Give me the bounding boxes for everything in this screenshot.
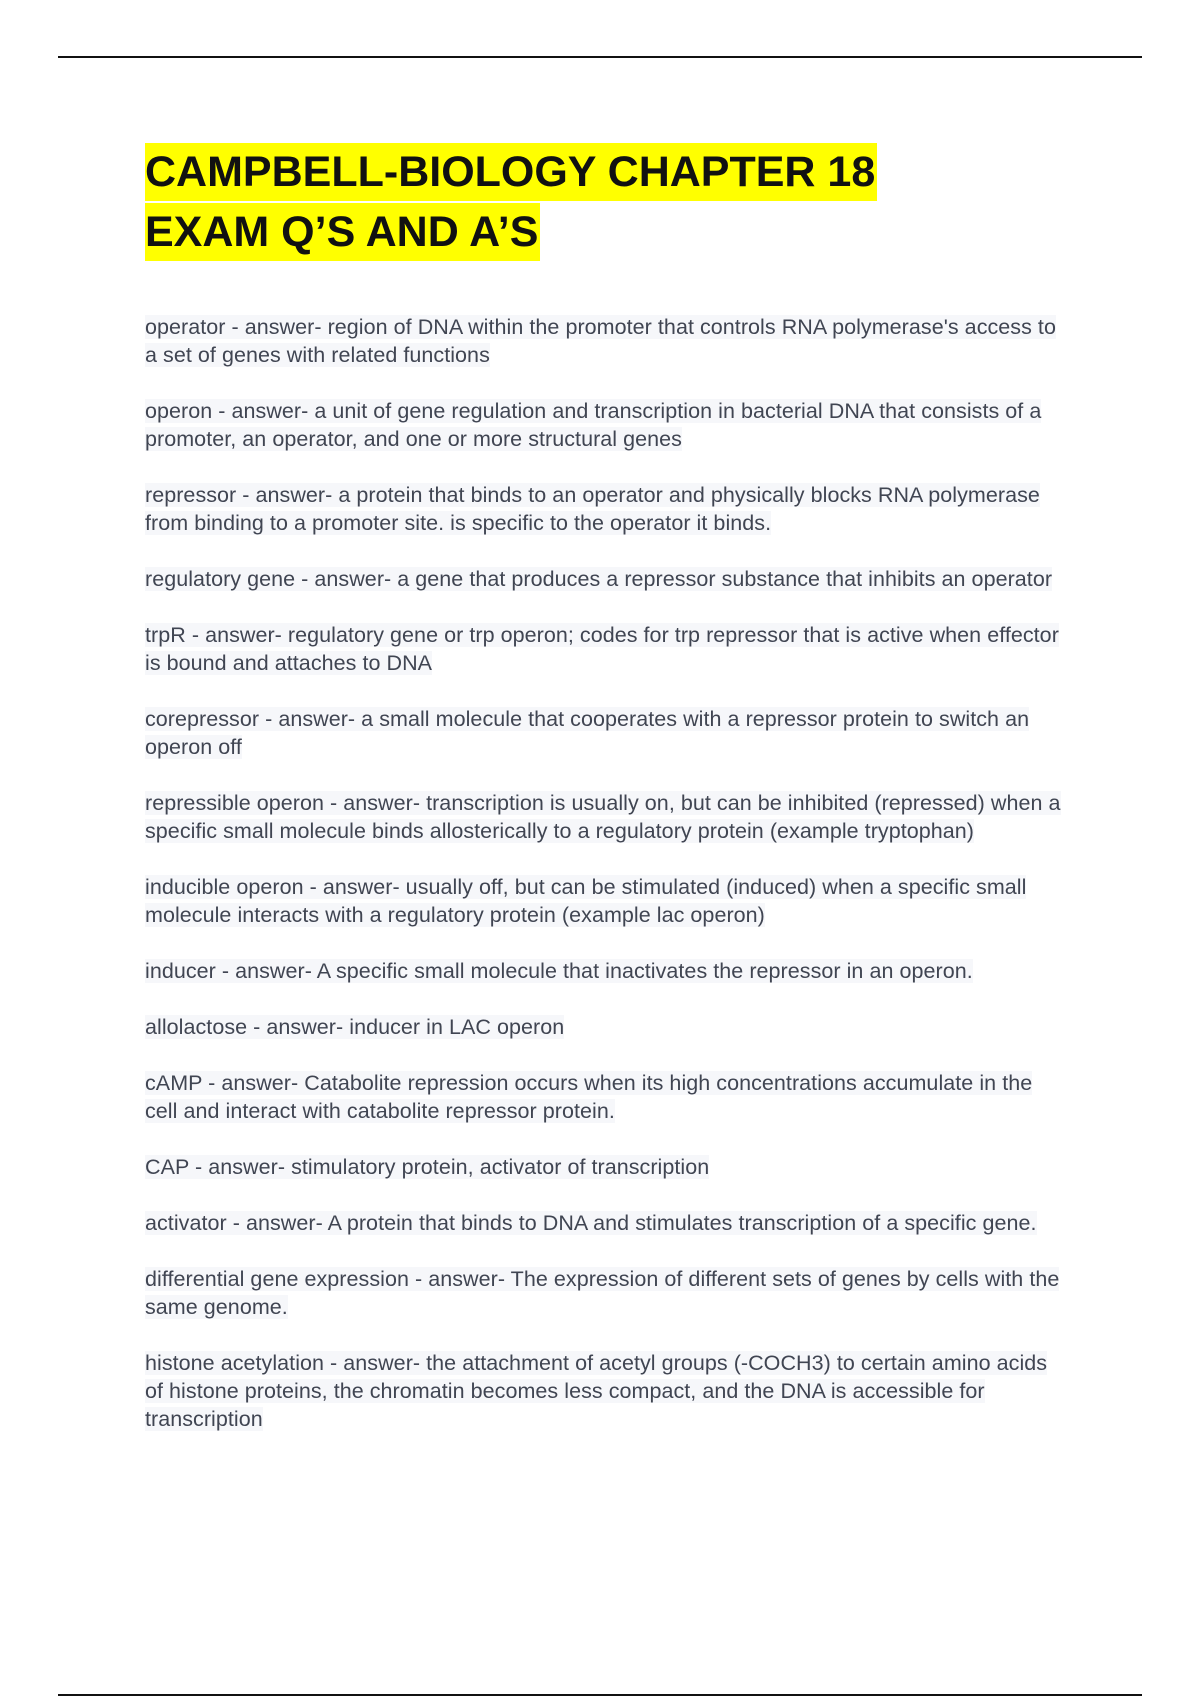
qa-entry-text: inducer - answer- A specific small molecule that inactivates the repressor in an operon. xyxy=(145,959,973,983)
qa-entry-text: histone acetylation - answer- the attachment of acetyl groups (-COCH3) to certain amino acids of histone proteins, the chromatin becomes less compact, and the DNA is accessible for transcription xyxy=(145,1351,1048,1431)
top-rule xyxy=(58,56,1142,58)
qa-entry-text: trpR - answer- regulatory gene or trp operon; codes for trp repressor that is active when effector is bound and attaches to DNA xyxy=(145,623,1059,675)
qa-entry-differential-gene-expression xyxy=(145,1265,1065,1321)
qa-entry-trpr xyxy=(145,621,1065,677)
qa-entry-text: repressor - answer- a protein that binds to an operator and physically blocks RNA polymerase from binding to a promoter site. is specific to the operator it binds. xyxy=(145,483,1040,535)
qa-entry-text: repressible operon - answer- transcription is usually on, but can be inhibited (repressed) when a specific small molecule binds allosterically to a regulatory protein (example tryptophan) xyxy=(145,791,1061,843)
qa-entry-text: CAP - answer- stimulatory protein, activator of transcription xyxy=(145,1155,710,1179)
qa-entry-histone-acetylation xyxy=(145,1349,1065,1433)
qa-entry-corepressor xyxy=(145,705,1065,761)
qa-entry-text: corepressor - answer- a small molecule that cooperates with a repressor protein to switch an operon off xyxy=(145,707,1030,759)
bottom-rule xyxy=(58,1694,1142,1696)
qa-entry-camp xyxy=(145,1069,1065,1125)
qa-entry-inducer xyxy=(145,957,1065,985)
qa-entry-allolactose xyxy=(145,1013,1065,1041)
qa-entry-repressible-operon xyxy=(145,789,1065,845)
qa-entry-text: activator - answer- A protein that binds to DNA and stimulates transcription of a specific gene. xyxy=(145,1211,1037,1235)
qa-entry-text: regulatory gene - answer- a gene that produces a repressor substance that inhibits an operator xyxy=(145,567,1053,591)
qa-entry-text: cAMP - answer- Catabolite repression occurs when its high concentrations accumulate in the cell and interact with catabolite repressor protein. xyxy=(145,1071,1033,1123)
document-title xyxy=(145,143,1105,263)
qa-entry-text: operon - answer- a unit of gene regulation and transcription in bacterial DNA that consists of a promoter, an operator, and one or more structural genes xyxy=(145,399,1042,451)
qa-entry-text: differential gene expression - answer- The expression of different sets of genes by cells with the same genome. xyxy=(145,1267,1060,1319)
qa-entry-cap xyxy=(145,1153,1065,1181)
qa-entry-regulatory-gene xyxy=(145,565,1065,593)
qa-entry-repressor xyxy=(145,481,1065,537)
qa-entry-operon xyxy=(145,397,1065,453)
qa-entry-inducible-operon xyxy=(145,873,1065,929)
qa-entry-operator xyxy=(145,313,1065,369)
title-line-2: EXAM Q’S AND A’S xyxy=(145,203,540,261)
title-line-1: CAMPBELL-BIOLOGY CHAPTER 18 xyxy=(145,143,877,201)
qa-entries xyxy=(145,313,1065,1461)
qa-entry-text: allolactose - answer- inducer in LAC operon xyxy=(145,1015,565,1039)
qa-entry-text: inducible operon - answer- usually off, but can be stimulated (induced) when a specific small molecule interacts with a regulatory protein (example lac operon) xyxy=(145,875,1027,927)
qa-entry-activator xyxy=(145,1209,1065,1237)
qa-entry-text: operator - answer- region of DNA within the promoter that controls RNA polymerase's access to a set of genes with related functions xyxy=(145,315,1056,367)
